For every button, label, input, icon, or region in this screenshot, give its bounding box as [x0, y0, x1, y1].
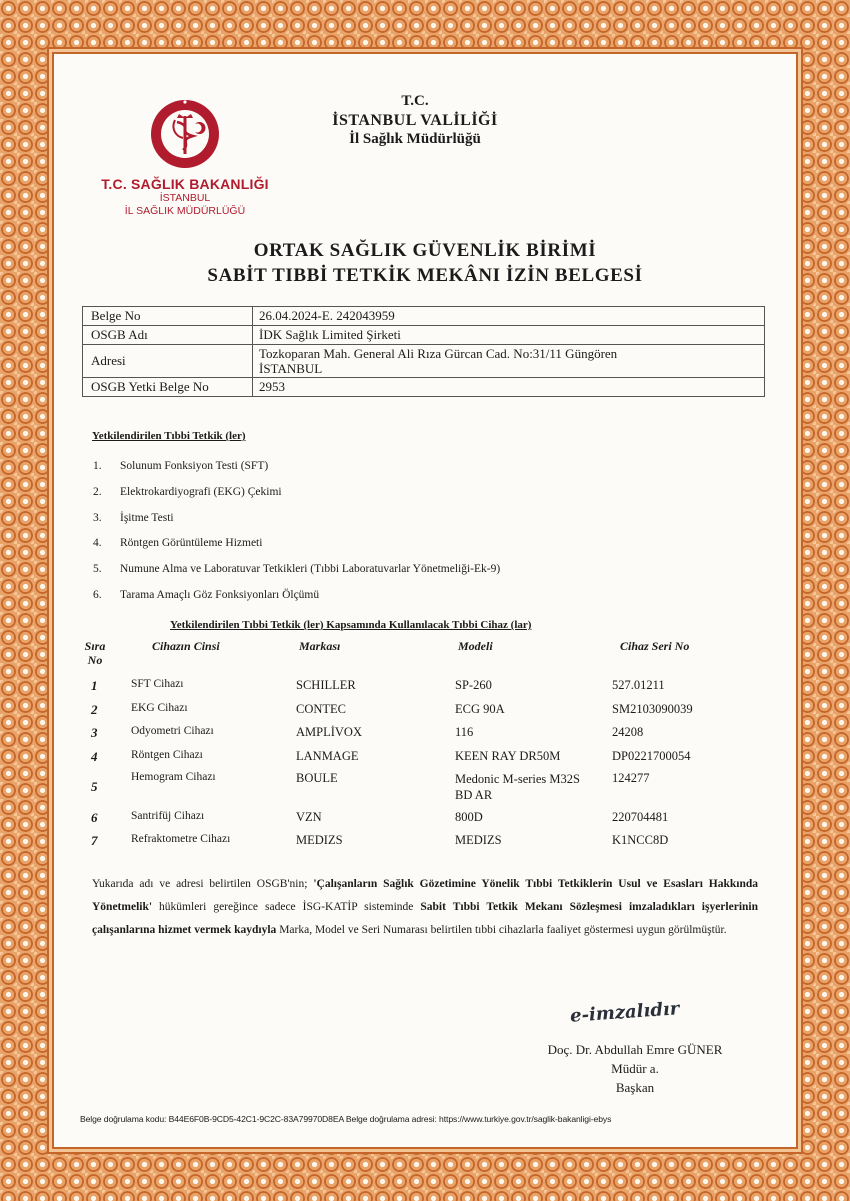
list-item-number: 5.	[93, 563, 102, 576]
list-item-number: 4.	[93, 537, 102, 550]
header-line-governorship: İSTANBUL VALİLİĞİ	[332, 112, 498, 129]
column-header-no	[83, 639, 107, 667]
row-model	[455, 771, 580, 803]
signer-title: Müdür a.	[611, 1061, 659, 1076]
tests-heading: Yetkilendirilen Tıbbi Tetkik (ler)	[92, 430, 246, 442]
list-item	[93, 486, 500, 512]
info-key: OSGB Adı	[83, 326, 253, 345]
header-line-tc: T.C.	[401, 93, 429, 109]
row-model-line2: BD AR	[455, 788, 493, 802]
info-key: Adresi	[83, 345, 253, 378]
ministry-directorate: İL SAĞLIK MÜDÜRLÜĞÜ	[124, 205, 246, 217]
column-header-device: Cihazın Cinsi	[152, 639, 220, 653]
column-header-brand: Markası	[299, 639, 341, 653]
list-item-label: İşitme Testi	[120, 511, 174, 524]
equipment-heading: Yetkilendirilen Tıbbi Tetkik (ler) Kapsamında Kullanılacak Tıbbi Cihaz (lar)	[170, 619, 532, 631]
info-key: Belge No	[83, 307, 253, 326]
verification-footer: Belge doğrulama kodu: B44E6F0B-9CD5-42C1-9C2C-83A79970D8EA Belge doğrulama adresi: https://www.turkiye.gov.tr/saglik-bakanligi-ebys	[80, 1114, 612, 1124]
tests-list	[93, 460, 500, 615]
list-item-number: 3.	[93, 511, 102, 524]
column-header-no-line2: No	[87, 653, 103, 667]
info-row-adresi	[83, 345, 765, 378]
row-device: Hemogram Cihazı	[131, 771, 216, 783]
row-number: 5	[91, 779, 98, 794]
column-header-model: Modeli	[458, 639, 493, 653]
list-item	[93, 460, 500, 486]
list-item-label: Elektrokardiyografi (EKG) Çekimi	[120, 485, 282, 498]
ministry-logo-block	[90, 98, 280, 218]
row-serial: 220704481	[612, 810, 669, 824]
signer-block	[500, 1040, 770, 1097]
row-serial: SM2103090039	[612, 702, 693, 716]
list-item-number: 2.	[93, 485, 102, 498]
row-device: SFT Cihazı	[131, 678, 184, 690]
approval-paragraph	[92, 873, 758, 942]
signer-role: Başkan	[615, 1080, 655, 1095]
row-number: 2	[91, 702, 98, 717]
column-header-no-line1: Sıra	[84, 639, 106, 653]
row-serial: 24208	[612, 725, 644, 739]
ministry-city: İSTANBUL	[159, 192, 211, 204]
row-brand: LANMAGE	[296, 749, 359, 763]
title-line-2: SABİT TIBBİ TETKİK MEKÂNI İZİN BELGESİ	[207, 265, 643, 286]
list-item-number: 1.	[93, 460, 102, 472]
row-model: ECG 90A	[455, 702, 505, 716]
paragraph-condition: Sabit Tıbbi Tetkik Mekanı Sözleşmesi imzaladıkları işyerlerinin çalışanlarına hizmet vermek kaydıyla	[92, 901, 758, 936]
info-value: 26.04.2024-E. 242043959	[253, 307, 765, 326]
info-row-belge-no	[83, 307, 765, 326]
title-line-1: ORTAK SAĞLIK GÜVENLİK BİRİMİ	[253, 240, 597, 261]
column-header-serial: Cihaz Seri No	[620, 639, 690, 653]
government-header	[300, 92, 530, 149]
address-line-2: İSTANBUL	[259, 361, 323, 376]
info-key: OSGB Yetki Belge No	[83, 378, 253, 397]
list-item	[93, 589, 500, 615]
row-serial: 124277	[612, 771, 650, 785]
row-brand: MEDIZS	[296, 833, 343, 847]
row-number: 4	[91, 749, 98, 764]
row-model-line1: Medonic M-series M32S	[455, 772, 580, 786]
row-device: EKG Cihazı	[131, 702, 188, 714]
row-device: Röntgen Cihazı	[131, 749, 203, 761]
paragraph-text: Marka, Model ve Seri Numarası belirtilen tıbbi cihazlarla faaliyet göstermesi uygun görülmüştür.	[276, 924, 727, 936]
list-item	[93, 563, 500, 589]
info-row-osgb-adi	[83, 326, 765, 345]
row-model: KEEN RAY DR50M	[455, 749, 561, 763]
header-line-directorate: İl Sağlık Müdürlüğü	[349, 131, 481, 147]
list-item-label: Numune Alma ve Laboratuvar Tetkikleri (Tıbbi Laboratuvarlar Yönetmeliği-Ek-9)	[120, 563, 501, 576]
row-number: 1	[91, 678, 98, 693]
row-model: 800D	[455, 810, 483, 824]
row-serial: 527.01211	[612, 678, 665, 692]
paragraph-text: hükümleri gereğince sadece İSG-KATİP sisteminde	[152, 901, 421, 913]
ministry-emblem-icon	[149, 98, 221, 170]
list-item-number: 6.	[93, 588, 102, 601]
row-brand: VZN	[296, 810, 322, 824]
list-item	[93, 537, 500, 563]
list-item-label: Solunum Fonksiyon Testi (SFT)	[120, 460, 269, 472]
signer-name: Doç. Dr. Abdullah Emre GÜNER	[547, 1042, 723, 1057]
info-row-yetki-belge-no	[83, 378, 765, 397]
row-brand: BOULE	[296, 771, 338, 785]
row-brand: CONTEC	[296, 702, 346, 716]
row-device: Santrifüj Cihazı	[131, 810, 205, 822]
paragraph-text: Yukarıda adı ve adresi belirtilen OSGB'nin;	[92, 878, 314, 890]
row-device: Refraktometre Cihazı	[131, 833, 231, 845]
row-brand: SCHILLER	[296, 678, 356, 692]
info-value: 2953	[253, 378, 765, 397]
row-model: 116	[455, 725, 474, 739]
info-value	[253, 345, 765, 378]
list-item	[93, 512, 500, 538]
row-model: SP-260	[455, 678, 492, 692]
row-number: 3	[91, 725, 98, 740]
row-serial: K1NCC8D	[612, 833, 669, 847]
paragraph-regulation-name: 'Çalışanların Sağlık Gözetimine Yönelik Tıbbi Tetkiklerin Usul ve Esasları Hakkında Yönetmelik'	[92, 878, 758, 913]
ministry-name: T.C. SAĞLIK BAKANLIĞI	[101, 176, 269, 192]
info-value: İDK Sağlık Limited Şirketi	[253, 326, 765, 345]
address-line-1: Tozkoparan Mah. General Ali Rıza Gürcan Cad. No:31/11 Güngören	[259, 346, 618, 361]
e-signature-mark: e-imzalıdır	[569, 998, 680, 1027]
document-title	[120, 238, 730, 288]
row-device: Odyometri Cihazı	[131, 725, 214, 737]
list-item-label: Tarama Amaçlı Göz Fonksiyonları Ölçümü	[120, 588, 320, 601]
info-table	[82, 306, 765, 397]
row-serial: DP0221700054	[612, 749, 691, 763]
row-brand: AMPLİVOX	[296, 725, 362, 739]
row-model: MEDIZS	[455, 833, 502, 847]
list-item-label: Röntgen Görüntüleme Hizmeti	[120, 537, 263, 550]
row-number: 7	[91, 833, 98, 848]
row-number: 6	[91, 810, 98, 825]
